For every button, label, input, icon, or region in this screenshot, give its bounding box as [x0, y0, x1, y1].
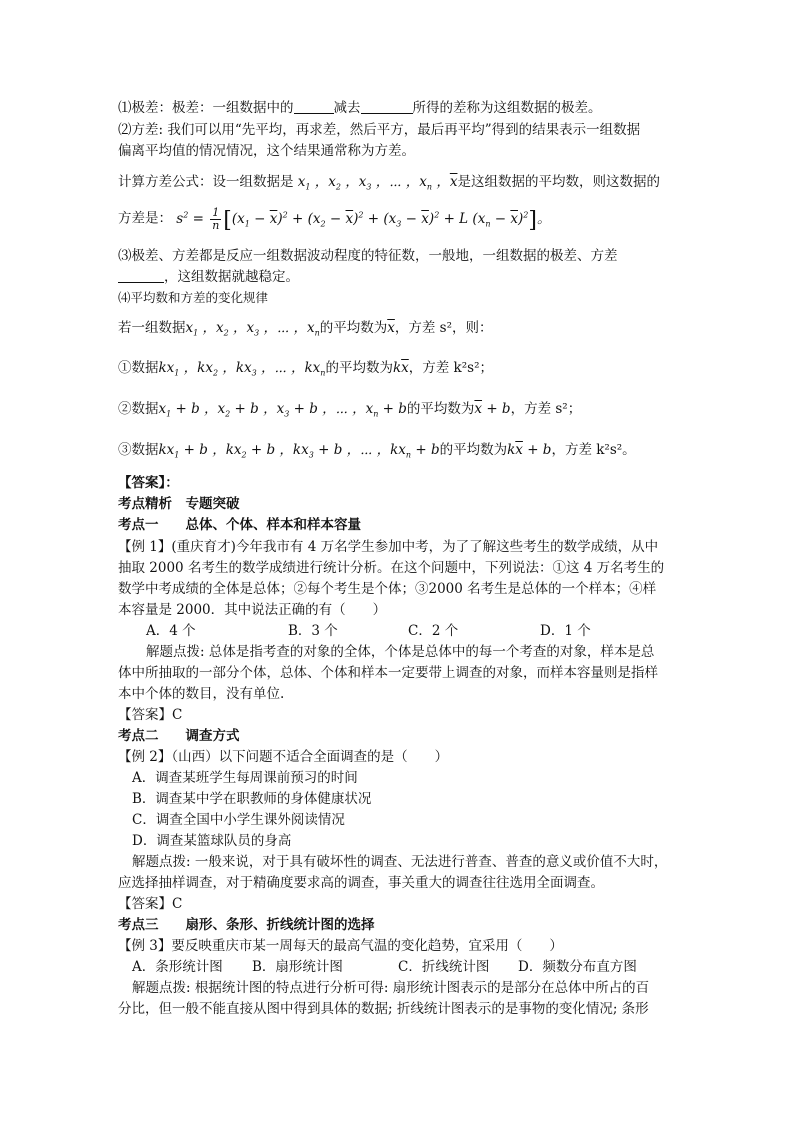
formula-intro: [118, 172, 660, 198]
kd2-question: 【例 2】（山西）以下问题不适合全面调查的是（ ）: [118, 749, 449, 765]
kd1-tip-line2: 体中所抽取的一部分个体，总体、个体和样本一定要带上调查的对象，而样本容量则是指样: [118, 665, 658, 681]
rule-2-c: ，方差 s²；: [510, 401, 582, 417]
variance-definition-line1: ⑵方差: 我们可以用“先平均，再求差，然后平方，最后再平均”得到的结果表示一组数据: [118, 122, 641, 138]
rule-2-mean: $\overline{x} + b$: [474, 401, 511, 417]
kd1-answer: 【答案】C: [118, 707, 183, 723]
kd2-tip-line2: 应选择抽样调查，对于精确度要求高的调查，事关重大的调查往往选用全面调查。: [118, 875, 604, 891]
rule-1-math: $kx_1$ ，$kx_2$ ，$kx_3$ ，⋯ ，$kx_n$: [158, 360, 326, 378]
formula-label: 方差是：: [118, 210, 172, 227]
kd1-tip-line1: 解题点拨: 总体是指考查的对象的全体，个体是总体中的每一个考查的对象，样本是总: [146, 644, 655, 660]
rule-3-a: ③数据: [118, 442, 159, 458]
stability-line1: ⑶极差、方差都是反应一组数据波动程度的特征数，一般地，一组数据的极差、方差: [118, 248, 618, 264]
kd1-question-line1: 【例 1】(重庆育才)今年我市有 4 万名学生参加中考，为了了解这些考生的数学成绩，从中: [118, 539, 659, 555]
variance-formula: [118, 205, 550, 234]
kd3-tip-line2: 分比，但一般不能直接从图中得到具体的数据; 折线统计图表示的是事物的变化情况; 条形: [118, 1001, 649, 1017]
rule-intro: [118, 318, 493, 344]
kd2-option-a: A．调查某班学生每周课前预习的时间: [132, 770, 358, 786]
rule-intro-b: 的平均数为: [319, 320, 388, 336]
rule-intro-math: $x_1$ ，$x_2$ ，$x_3$ ，⋯ ，$x_n$: [185, 320, 320, 338]
kd3-option-c: C．折线统计图: [398, 959, 490, 975]
blank-smaller: [118, 268, 164, 283]
variance-definition-line2: 偏离平均值的情况情况，这个结果通常称为方差。: [118, 143, 415, 159]
blank-min: [361, 99, 413, 114]
rule-1-mean: $k\overline{x}$: [392, 360, 409, 376]
kd2-option-b: B．调查某中学在职教师的身体健康状况: [132, 791, 372, 807]
formula-intro-text: 计算方差公式：设一组数据是: [118, 174, 294, 190]
kd3-tip-line1: 解题点拨: 根据统计图的特点进行分析可得: 扇形统计图表示的是部分在总体中所占的百: [132, 980, 650, 996]
kd1-question-line4: 本容量是 2000．其中说法正确的有（ ）: [118, 602, 387, 618]
mean-symbol: $\overline{x}$: [387, 320, 395, 336]
kd1-tip-line3: 本中个体的数目，没有单位.: [118, 686, 285, 702]
kd3-option-a: A．条形统计图: [132, 959, 223, 975]
section-title: 考点精析 专题突破: [118, 496, 240, 512]
kd1-option-d: D．1 个: [540, 623, 591, 639]
rule-1-a: ①数据: [118, 360, 159, 376]
rule-3-c: ，方差 k²s²。: [551, 442, 636, 458]
blank-max: [294, 99, 334, 114]
range-text-prefix: ⑴极差：极差：一组数据中的: [118, 100, 294, 116]
kd1-question-line3: 数学中考成绩的全体是总体；②每个考生是个体；③2000 名考生是总体的一个样本；④样: [118, 581, 657, 597]
answer-blank: 【答案】：: [118, 475, 179, 491]
kd2-tip-line1: 解题点拨: 一般来说，对于具有破坏性的调查、无法进行普查、普查的意义或价值不大时，: [132, 854, 668, 870]
kd3-title: 考点三 扇形、条形、折线统计图的选择: [118, 917, 375, 933]
kd1-option-c: C．2 个: [408, 623, 459, 639]
kd3-question: 【例 3】要反映重庆市某一周每天的最高气温的变化趋势，宜采用（ ）: [118, 938, 563, 954]
data-list-math: $x_1$ ，$x_2$ ，$x_3$ ，⋯ ，$x_n$ ，$\overline{x}$: [297, 174, 458, 192]
rule-1-c: ，方差 k²s²；: [408, 360, 493, 376]
rule-2-b: 的平均数为: [406, 401, 475, 417]
kd1-option-b: B．3 个: [288, 623, 338, 639]
rule-intro-a: 若一组数据: [118, 320, 186, 336]
formula-intro-text-b: 是这组数据的平均数，则这数据的: [457, 174, 660, 190]
rule-3-b: 的平均数为: [439, 442, 508, 458]
kd1-question-line2: 抽取 2000 名考生的数学成绩进行统计分析。在这个问题中，下列说法：①这 4 万名考生的: [118, 560, 665, 576]
rule-3-math: $kx_1 + b$ ，$kx_2 + b$ ，$kx_3 + b$ ，⋯ ，$kx_n + b$: [158, 442, 440, 460]
kd1-option-a: A．4 个: [146, 623, 196, 639]
kd3-option-b: B．扇形统计图: [252, 959, 343, 975]
variance-formula-math: $s^2$ = $\frac{1}{n}$ [$(x_1 - \overline{x})^2 + (x_2 - \overline{x})^2 + (x_3 - \overline{x})^2 + L$ $(x_n - \overline{x})^2$]。: [176, 205, 551, 233]
rule-title: ⑷平均数和方差的变化规律: [118, 290, 269, 305]
stability-line2: [118, 267, 299, 287]
rule-1-b: 的平均数为: [325, 360, 393, 376]
range-text-mid: 减去: [333, 100, 361, 116]
range-definition: [118, 98, 602, 118]
rule-2: [118, 399, 581, 425]
rule-3: [118, 440, 636, 466]
kd3-option-d: D．频数分布直方图: [518, 959, 637, 975]
rule-3-mean: $k\overline{x} + b$: [507, 442, 552, 458]
kd2-option-c: C．调查全国中小学生课外阅读情况: [132, 812, 345, 828]
kd2-title: 考点二 调查方式: [118, 728, 240, 744]
kd1-title: 考点一 总体、个体、样本和样本容量: [118, 517, 361, 533]
rule-2-a: ②数据: [118, 401, 159, 417]
rule-intro-c: ，方差 s²，则：: [394, 320, 493, 336]
rule-2-math: $x_1 + b$ ，$x_2 + b$ ，$x_3 + b$ ，⋯ ，$x_n + b$: [158, 401, 407, 419]
stability-suffix: ，这组数据就越稳定。: [164, 269, 299, 285]
range-text-suffix: 所得的差称为这组数据的极差。: [412, 100, 602, 116]
rule-1: [118, 358, 493, 384]
kd2-answer: 【答案】C: [118, 896, 183, 912]
kd2-option-d: D．调查某篮球队员的身高: [132, 833, 292, 849]
